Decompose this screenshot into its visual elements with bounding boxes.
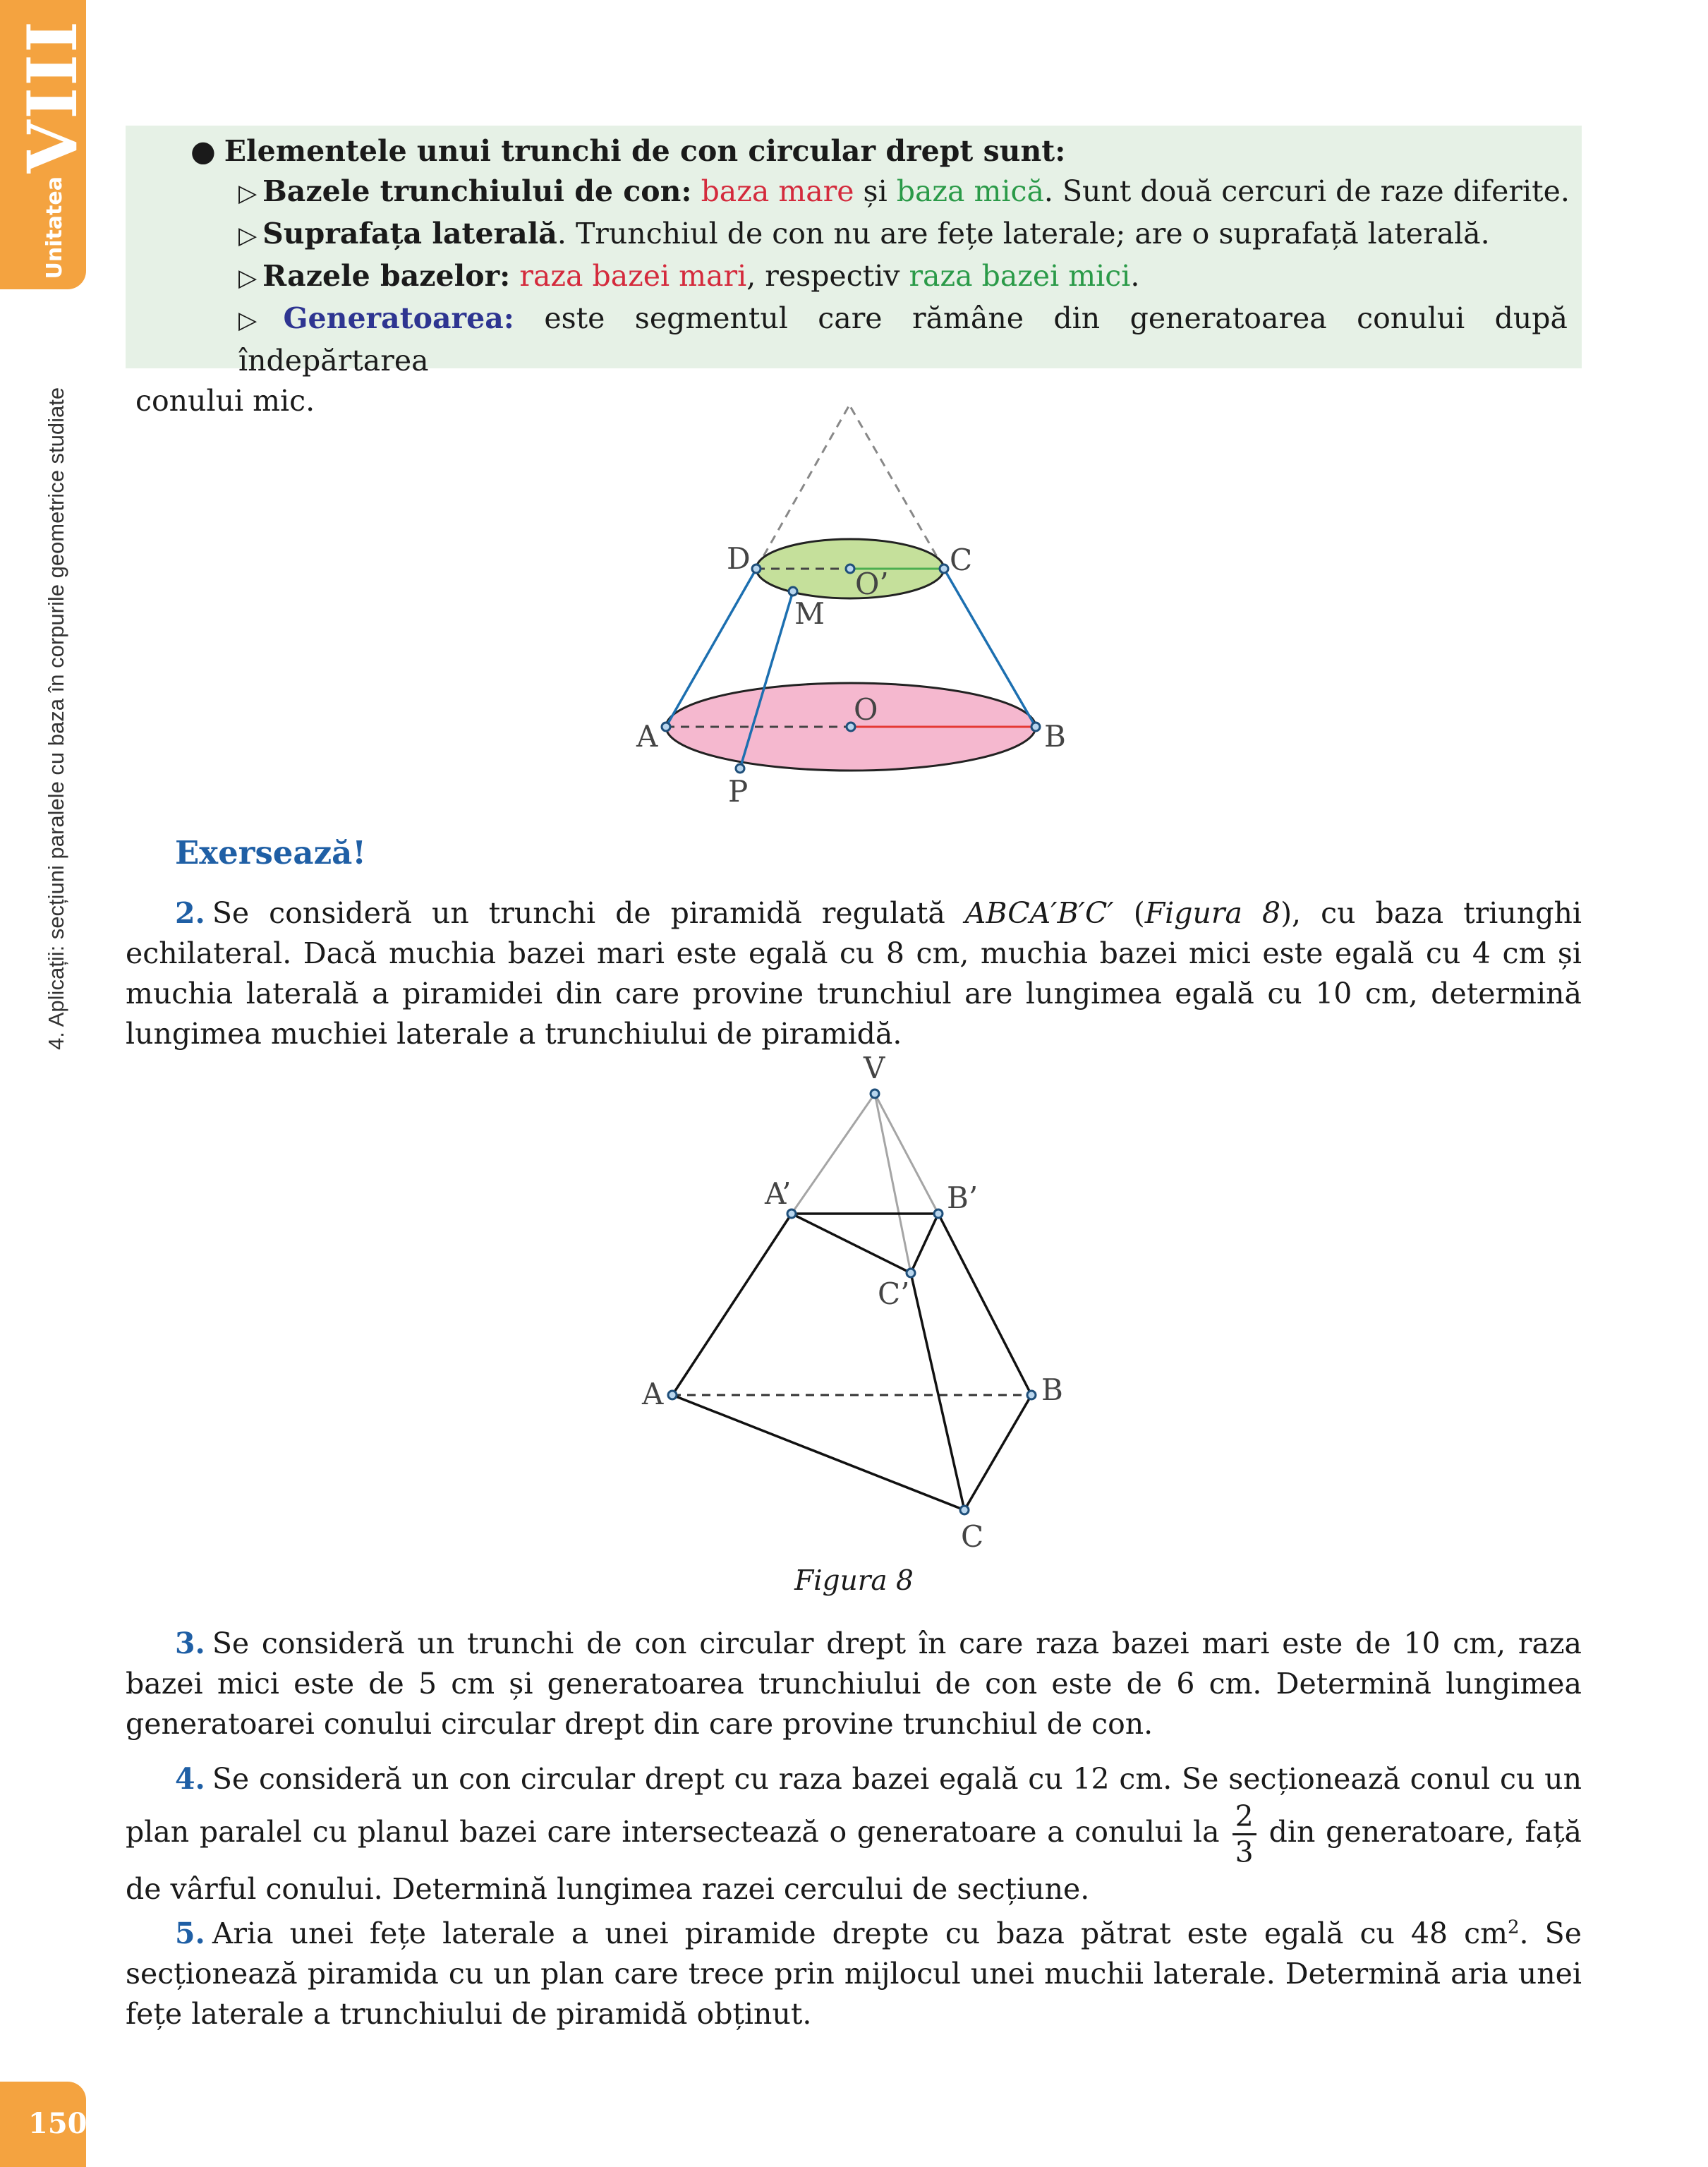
exercise-4 <box>126 1759 1582 1909</box>
point-D <box>752 565 761 573</box>
exercise-number: 5. <box>175 1917 205 1950</box>
fraction-denominator: 3 <box>1235 1835 1254 1869</box>
point-O-prime <box>846 565 854 573</box>
edge-VB-prime <box>875 1094 938 1214</box>
exercise-text: Se consideră un con circular drept cu raza bazei egală cu 12 cm. Se secționează conul cu un plan paralel cu planul bazei care intersectează o generatoare a conului la <box>126 1762 1582 1849</box>
edge-B-B-prime <box>938 1214 1031 1395</box>
triangle-right-icon: ▷ <box>238 264 258 292</box>
item-red-text: baza mare <box>701 174 854 208</box>
exercise-text: Se consideră un trunchi de piramidă regulată <box>212 896 965 930</box>
point-M <box>789 587 797 596</box>
item-green-text: raza bazei mici <box>909 259 1131 293</box>
label-A-prime: A’ <box>765 1176 792 1211</box>
point-B <box>1031 723 1040 731</box>
label-C: C <box>950 543 973 577</box>
point-A <box>662 723 670 731</box>
item-text: și <box>854 174 897 208</box>
edge-B-prime-C-prime <box>911 1214 938 1273</box>
item-text: este segmentul care rămâne din generatoarea conului după îndepărtarea <box>238 301 1568 378</box>
math-expression: ABCA′B′C′ <box>964 896 1114 930</box>
point-C <box>960 1506 969 1514</box>
exercise-number: 2. <box>175 896 205 930</box>
edge-AC <box>672 1395 964 1510</box>
figure-reference: Figura 8 <box>1144 896 1281 930</box>
edge-VC-prime <box>875 1094 911 1273</box>
exercise-text: Aria unei fețe laterale a unei piramide drepte cu baza pătrat este egală cu 48 cm <box>212 1917 1508 1950</box>
page-number-tab <box>0 2082 86 2167</box>
unit-number: VIII <box>13 20 92 174</box>
point-B-prime <box>934 1209 943 1218</box>
exponent: 2 <box>1508 1917 1520 1938</box>
item-label: Bazele trunchiului de con: <box>262 174 692 208</box>
item-text: . <box>1130 259 1140 293</box>
edge-A-A-prime <box>672 1214 792 1395</box>
cone-frustum-figure <box>0 0 1708 833</box>
item-label: Suprafața laterală <box>262 217 557 250</box>
label-M: M <box>794 596 825 631</box>
exercise-number: 4. <box>175 1762 205 1796</box>
exercise-number: 3. <box>175 1626 205 1660</box>
label-B: B <box>1044 719 1066 754</box>
label-B: B <box>1041 1372 1063 1407</box>
item-text: , respectiv <box>746 259 909 293</box>
exercise-3 <box>126 1624 1582 1744</box>
exercise-5 <box>126 1914 1582 2034</box>
definition-item-continuation: conului mic. <box>135 384 315 418</box>
figure-caption: Figura 8 <box>794 1565 914 1597</box>
edge-A-prime-C-prime <box>792 1214 911 1273</box>
triangle-right-icon: ▷ <box>238 306 278 334</box>
exercise-text: ), cu baza triunghi echilateral. Dacă muchia bazei mari este egală cu 8 cm, muchia bazei mici este egală cu 4 cm și muchia laterală a piramidei din care provine trunchiul are lungimea egală cu 10 cm, determină lungimea muchiei laterale a trunchiului de piramidă. <box>126 896 1582 1051</box>
label-C: C <box>961 1519 984 1552</box>
exercise-text: . Se secționează piramida cu un plan care trece prin mijlocul unei muchii laterale. Determină aria unei fețe laterale a trunchiului de piramidă obținut. <box>126 1917 1582 2031</box>
fraction <box>1232 1799 1256 1869</box>
triangle-right-icon: ▷ <box>238 222 258 250</box>
label-O-prime: O’ <box>855 567 889 601</box>
label-A: A <box>636 719 658 754</box>
exercise-2 <box>126 893 1582 1054</box>
exercise-heading: Exersează! <box>175 834 367 871</box>
chapter-title: 4. Aplicații: secțiuni paralele cu baza în corpurile geometrice studiate <box>44 387 68 1050</box>
point-C <box>940 565 948 573</box>
edge-C-C-prime <box>911 1273 964 1510</box>
point-V <box>871 1089 879 1098</box>
edge-BC <box>964 1395 1031 1510</box>
point-A <box>668 1391 677 1399</box>
label-P: P <box>728 774 749 809</box>
label-C-prime: C’ <box>878 1276 910 1311</box>
definition-title: Elementele unui trunchi de con circular drept sunt: <box>224 134 1066 168</box>
item-green-text: baza mică <box>896 174 1044 208</box>
item-text: . Trunchiul de con nu are fețe laterale; are o suprafață laterală. <box>557 217 1490 250</box>
pyramid-points <box>668 1089 1036 1514</box>
item-red-text: raza bazei mari <box>519 259 747 293</box>
frustum-edges <box>672 1214 1031 1510</box>
exercise-text: din generatoare, față de vârful conului. Determină lungimea razei cercului de secțiune. <box>126 1815 1582 1906</box>
unit-label: Unitatea <box>42 176 67 279</box>
page-number: 150 <box>28 2107 87 2140</box>
label-O: O <box>854 692 878 727</box>
fraction-numerator: 2 <box>1232 1799 1256 1835</box>
item-label: Generatoarea: <box>283 301 514 335</box>
pyramid-frustum-figure <box>0 1044 1708 1552</box>
label-A: A <box>642 1377 664 1411</box>
point-B <box>1027 1391 1036 1399</box>
point-P <box>736 764 744 773</box>
label-V: V <box>864 1051 885 1085</box>
label-B-prime: B’ <box>947 1181 979 1215</box>
edge-VA-prime <box>792 1094 875 1214</box>
item-label: Razele bazelor: <box>262 259 511 293</box>
triangle-right-icon: ▷ <box>238 179 258 207</box>
exercise-text: ( <box>1113 896 1145 930</box>
label-D: D <box>727 541 751 576</box>
exercise-text: Se consideră un trunchi de con circular drept în care raza bazei mari este de 10 cm, raza bazei mici este de 5 cm și generatoarea trunchiului de con este de 6 cm. Determină lungimea generatoarei conului circular drept din care provine trunchiul de con. <box>126 1626 1582 1741</box>
bullet-icon: ● <box>190 134 216 168</box>
item-text: . Sunt două cercuri de raze diferite. <box>1043 174 1570 208</box>
